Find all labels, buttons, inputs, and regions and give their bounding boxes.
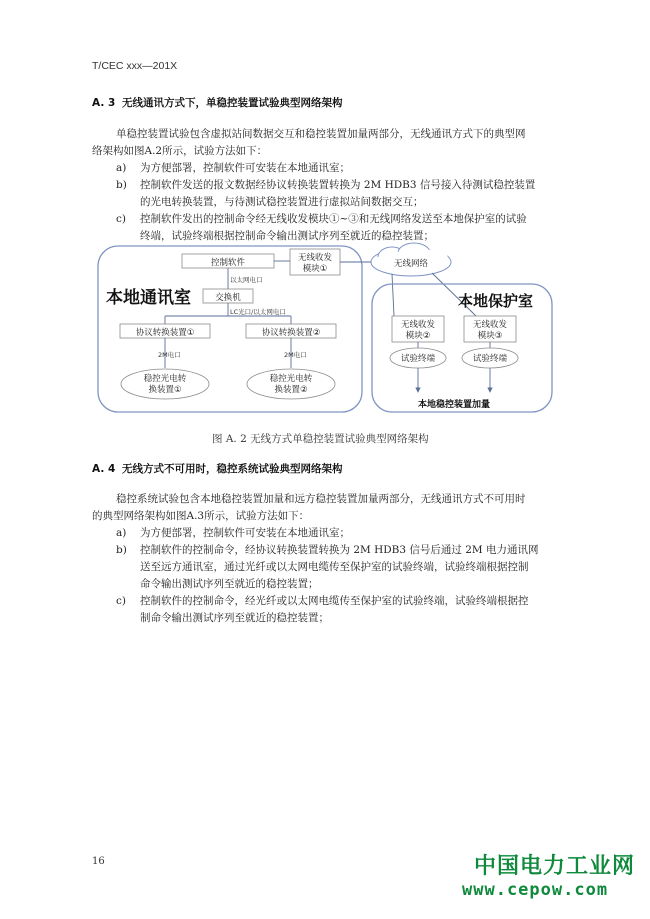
port-2m-label-2: 2M电口 [284, 351, 307, 359]
list-item [116, 177, 586, 211]
section-a3-title: 无线通讯方式下，单稳控装置试验典型网络架构 [122, 97, 343, 109]
list-marker: b) [116, 544, 127, 556]
port-2m-label-1: 2M电口 [158, 351, 181, 359]
list-text: 为方便部署，控制软件可安装在本地通讯室； [140, 527, 350, 539]
watermark-site-name: 中国电力工业网 [474, 854, 636, 879]
document-code: T/CEC xxx—201X [92, 60, 178, 72]
section-a4-intro-line2: 的典型网络架构如图A.3所示，试验方法如下： [92, 510, 310, 522]
list-marker: a) [116, 162, 127, 174]
link-cloud-module2 [392, 274, 394, 316]
test-terminal-1-label: 试验终端 [400, 354, 436, 364]
list-item [116, 593, 586, 627]
optoelectric-2-line2: 换装置② [274, 385, 308, 395]
list-text: 控制软件的控制命令，经协议转换装置转换为 2M HDB3 信号后通过 2M 电力通讯网 [140, 544, 539, 556]
wireless-network-label: 无线网络 [393, 259, 429, 269]
wireless-module-2-line2: 模块② [405, 331, 431, 341]
figure-caption: 图 A. 2 无线方式单稳控装置试验典型网络架构 [212, 433, 429, 445]
watermark-site-url: www.cepow.com [462, 880, 609, 900]
control-software-label: 控制软件 [210, 258, 246, 268]
section-a3-intro-line1: 单稳控装置试验包含虚拟站间数据交互和稳控装置加量两部分，无线通讯方式下的典型网 [116, 128, 526, 140]
test-terminal-2-label: 试验终端 [472, 354, 508, 364]
ethernet-port-label: 以太网电口 [230, 276, 263, 284]
list-marker: c) [116, 213, 126, 225]
list-text: 制命令输出测试序列至就近的稳控装置； [140, 612, 329, 624]
local-protection-room-title: 本地保护室 [458, 292, 534, 310]
list-text: 终端，试验终端根据控制命令输出测试序列至就近的稳控装置； [140, 230, 434, 242]
list-marker: b) [116, 179, 127, 191]
list-text: 的光电转换装置，与待测试稳控装置进行虚拟站间数据交互； [140, 196, 424, 208]
converter-2-label: 协议转换装置② [261, 328, 321, 338]
wireless-module-1-line2: 模块① [302, 264, 328, 274]
lc-port-label: LC光口/以太网电口 [230, 308, 286, 316]
page-number: 16 [92, 856, 105, 867]
section-a3-number: A. 3 [92, 97, 116, 109]
list-text: 控制软件发送的报文数据经协议转换装置转换为 2M HDB3 信号接入待测试稳控装置 [140, 179, 536, 191]
optoelectric-1-line2: 换装置① [148, 385, 182, 395]
switch-label: 交换机 [215, 293, 241, 303]
list-text: 送至远方通讯室，通过光纤或以太网电缆传至保护室的试验终端，试验终端根据控制 [140, 561, 529, 573]
wireless-module-3-line2: 模块③ [477, 331, 503, 341]
list-item [116, 160, 586, 177]
list-text: 控制软件的控制命令，经光纤或以太网电缆传至保护室的试验终端，试验终端根据控 [140, 595, 529, 607]
section-a4-intro-line1: 稳控系统试验包含本地稳控装置加量和远方稳控装置加量两部分，无线通讯方式不可用时 [116, 493, 526, 505]
list-text: 控制软件发出的控制命令经无线收发模块①~③和无线网络发送至本地保护室的试验 [140, 213, 527, 225]
list-text: 为方便部署，控制软件可安装在本地通讯室； [140, 162, 350, 174]
wireless-module-1-line1: 无线收发 [297, 253, 333, 263]
local-device-loading-label: 本地稳控装置加量 [417, 400, 491, 410]
list-item [116, 525, 586, 542]
section-a3-intro-line2: 络架构如图A.2所示，试验方法如下： [92, 145, 268, 157]
section-a4-heading [92, 461, 343, 476]
list-marker: c) [116, 595, 126, 607]
optoelectric-1-line1: 稳控光电转 [143, 374, 187, 384]
wireless-module-3-line1: 无线收发 [472, 320, 508, 330]
list-marker: a) [116, 527, 127, 539]
list-item [116, 542, 586, 593]
local-comm-room-title: 本地通讯室 [106, 288, 191, 308]
network-architecture-diagram [92, 240, 562, 420]
section-a3-heading [92, 95, 343, 110]
converter-1-label: 协议转换装置① [135, 328, 195, 338]
list-text: 命令输出测试序列至就近的稳控装置； [140, 578, 319, 590]
section-a4-title: 无线方式不可用时，稳控系统试验典型网络架构 [122, 463, 343, 475]
wireless-module-2-line1: 无线收发 [400, 320, 436, 330]
section-a4-number: A. 4 [92, 463, 116, 475]
optoelectric-2-line1: 稳控光电转 [269, 374, 313, 384]
